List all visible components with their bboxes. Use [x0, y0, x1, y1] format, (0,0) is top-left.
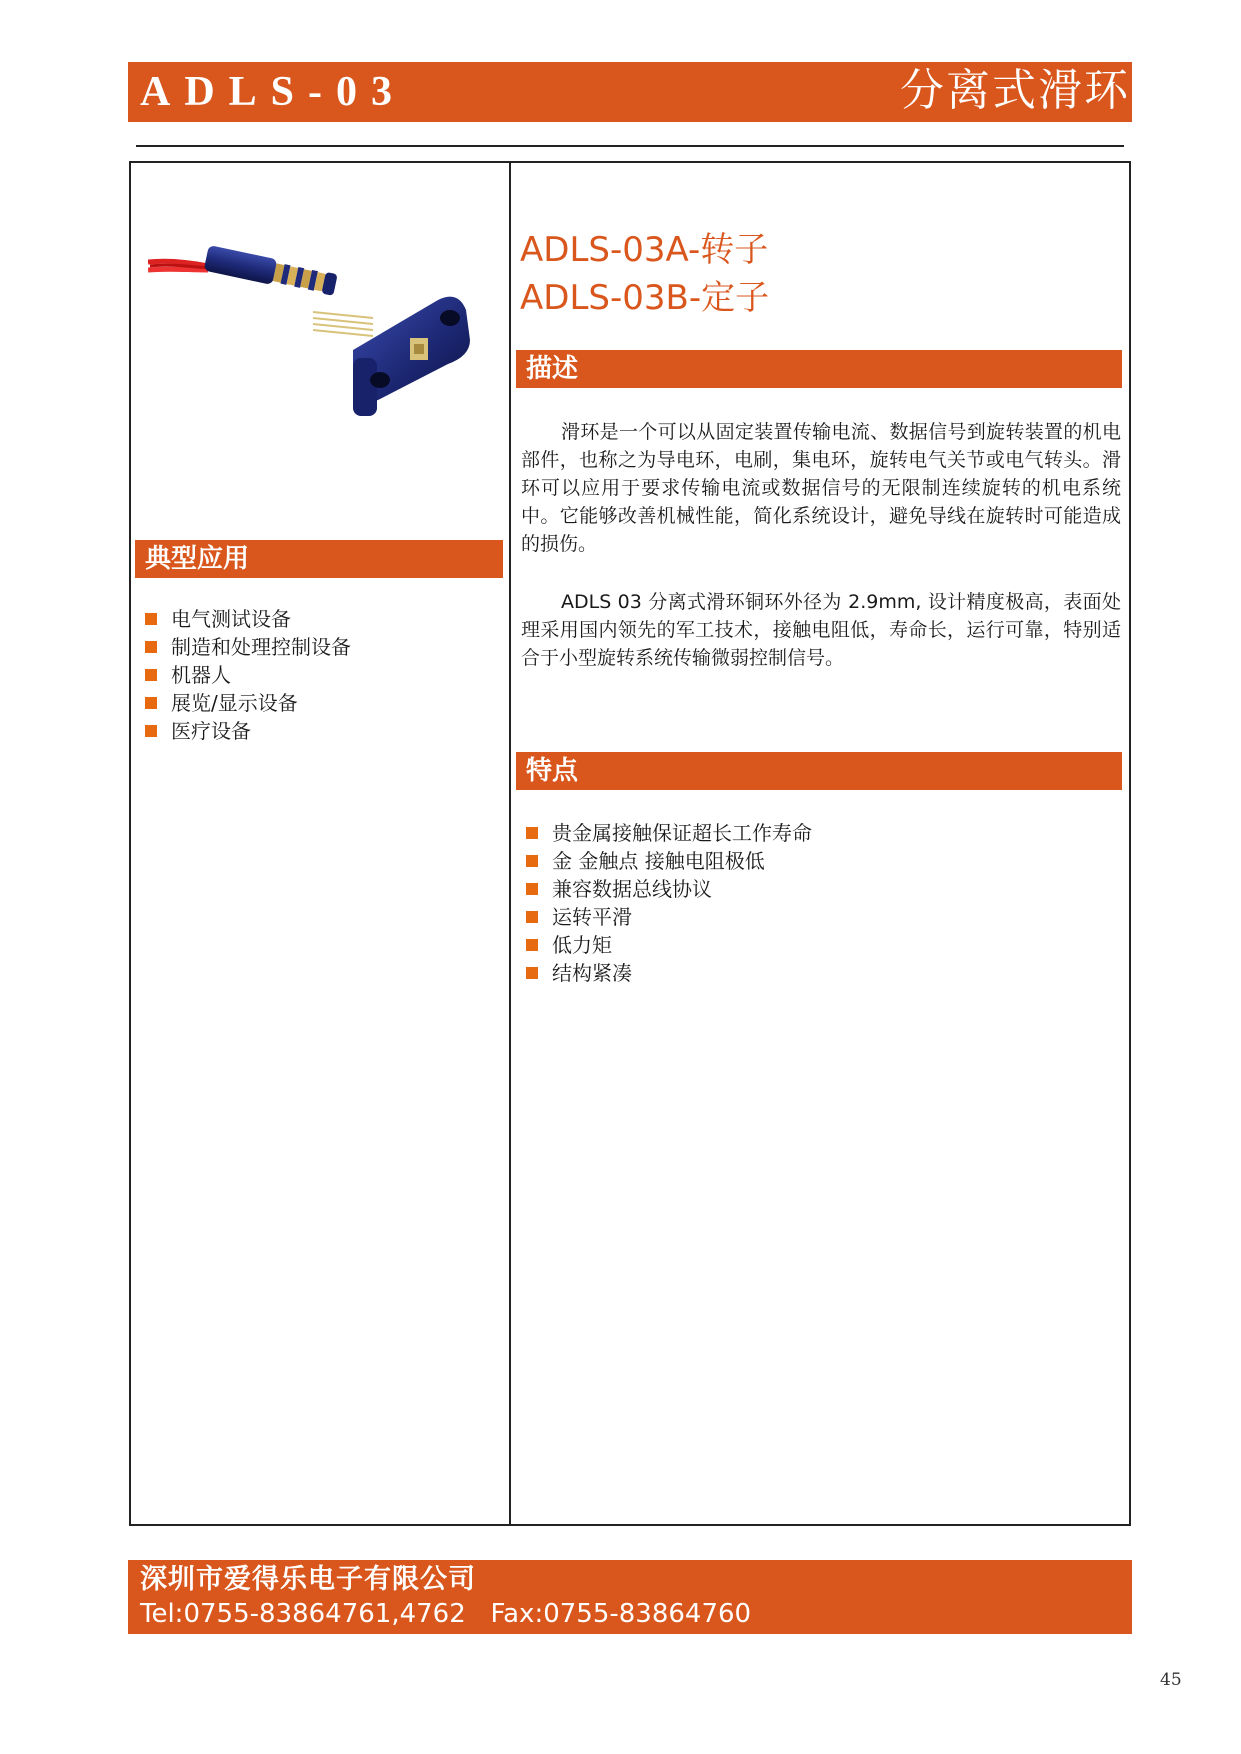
list-item: 制造和处理控制设备: [135, 633, 503, 661]
header-bar: [128, 62, 1132, 122]
bullet-square-icon: [526, 911, 538, 923]
features-heading: 特点: [516, 752, 1122, 790]
page-number: 45: [1160, 1670, 1182, 1690]
list-item: 兼容数据总线协议: [516, 875, 1122, 903]
list-item: 运转平滑: [516, 903, 1122, 931]
bullet-square-icon: [145, 725, 157, 737]
list-item: 医疗设备: [135, 717, 503, 745]
bullet-square-icon: [526, 883, 538, 895]
applications-list: [135, 605, 503, 745]
bullet-square-icon: [145, 613, 157, 625]
list-item: 低力矩: [516, 931, 1122, 959]
bullet-square-icon: [145, 669, 157, 681]
list-item: 电气测试设备: [135, 605, 503, 633]
product-title: 分离式滑环: [900, 65, 1130, 116]
list-item: 金 金触点 接触电阻极低: [516, 847, 1122, 875]
rotor-model: ADLS-03A-转子: [520, 230, 769, 270]
bullet-square-icon: [526, 827, 538, 839]
company-name: 深圳市爱得乐电子有限公司: [140, 1564, 476, 1595]
bullet-square-icon: [526, 967, 538, 979]
contact-info: Tel:0755-83864761,4762 Fax:0755-83864760: [140, 1599, 752, 1629]
model-titles: [520, 226, 769, 322]
bullet-square-icon: [145, 697, 157, 709]
stator-model: ADLS-03B-定子: [520, 278, 770, 318]
bullet-square-icon: [145, 641, 157, 653]
footer-bar: [128, 1560, 1132, 1634]
bullet-square-icon: [526, 939, 538, 951]
product-model: ADLS-03: [140, 69, 407, 115]
applications-heading: 典型应用: [135, 540, 503, 578]
column-divider: [509, 161, 511, 1526]
features-list: [516, 819, 1122, 987]
header-rule: [136, 145, 1124, 147]
product-photo: [148, 240, 493, 430]
list-item: 结构紧凑: [516, 959, 1122, 987]
description-paragraph: 滑环是一个可以从固定装置传输电流、数据信号到旋转装置的机电部件，也称之为导电环，电刷，集电环，旋转电气关节或电气转头。滑环可以应用于要求传输电流或数据信号的无限制连续旋转的机电系统中。它能够改善机械性能，简化系统设计，避免导线在旋转时可能造成的损伤。: [521, 421, 1121, 555]
bullet-square-icon: [526, 855, 538, 867]
list-item: 贵金属接触保证超长工作寿命: [516, 819, 1122, 847]
description-heading: 描述: [516, 350, 1122, 388]
description-paragraph: ADLS 03 分离式滑环铜环外径为 2.9mm, 设计精度极高，表面处理采用国内领先的军工技术，接触电阻低，寿命长，运行可靠，特别适合于小型旋转系统传输微弱控制信号。: [521, 591, 1121, 669]
list-item: 机器人: [135, 661, 503, 689]
list-item: 展览/显示设备: [135, 689, 503, 717]
